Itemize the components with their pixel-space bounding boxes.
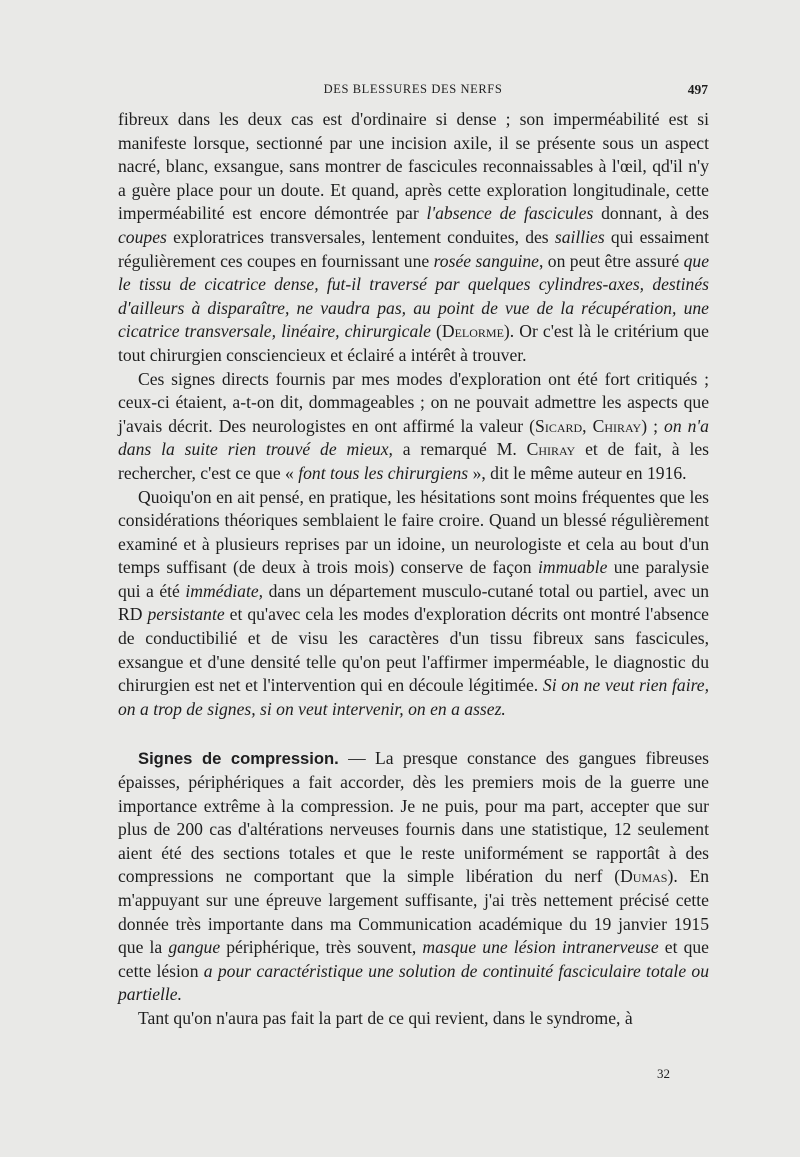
author-name: Delorme [441,321,504,342]
author-name: Dumas [620,866,668,887]
page-number: 497 [687,82,708,97]
section-heading: Signes de compression. [138,749,339,769]
author-name: Sicard, Chiray [535,415,642,436]
author-name: Chiray [526,439,576,460]
paragraph-3: Quoiqu'on en ait pensé, en pratique, les hésitations sont moins fréquentes que les considérations théoriques semblaient le faire croire. Quand un blessé régulièrement examiné et à plusieurs reprises par un idoine, un neurologiste et cela au bout d'un temps suffisant (de deux à trois mois) conserve de façon immuable une paralysie qui a été immédiate, dans un département musculo-cutané total ou partiel, avec un RD persistante et qu'avec cela les modes d'exploration décrits ont montré l'absence de conductibilié et de visu les caractères d'un tissu fibreux sans fascicules, exsangue et d'une densité telle qu'on peut l'affirmer imperméable, le diagnostic du chirurgien est net et l'intervention qui en découle légitimée. Si on ne veut rien faire, on a trop de signes, si on veut intervenir, on en a assez. [118,486,710,719]
running-title: DES BLESSURES DES NERFS [323,82,503,96]
paragraph-5: Tant qu'on n'aura pas fait la part de ce qui revient, dans le syndrome, à [138,1007,633,1028]
body-text [118,108,709,1031]
paragraph-4: Signes de compression. — La presque constance des gangues fibreuses épaisses, périphériques a fait accorder, dès les premiers mois de la guerre une importance extrême à la compression. Je ne puis, pour ma part, accepter que sur plus de 200 cas d'altérations nerveuses fournis dans une statistique, 12 seulement aient été des sections totales et que le reste uniformément se rapportât à des compressions ne comportant que la simple libération du nerf (Dumas). En m'appuyant sur une épreuve largement suffisante, j'ai très nettement précisé cette donnée très importante dans ma Communication académique du 19 janvier 1915 que la gangue périphérique, très souvent, masque une lésion intranerveuse et que cette lésion a pour caractéristique une solution de continuité fasciculaire totale ou partielle. [118,748,709,1005]
printer-signature: 32 [657,1066,670,1081]
paragraph-1: fibreux dans les deux cas est d'ordinaire si dense ; son imperméabilité est si manifeste lorsque, sectionné par une incision axile, il se présente sous un aspect nacré, blanc, exsangue, sans montrer de fascicules reconnaissables à l'œil, qd'il n'y a guère place pour un doute. Et quand, après cette exploration longitudinale, cette imperméabilité est encore démontrée par l'absence de fascicules donnant, à des coupes exploratrices transversales, lentement conduites, des saillies qui essaiment régulièrement ces coupes en fournissant une rosée sanguine, on peut être assuré que le tissu de cicatrice dense, fut-il traversé par quelques cylindres-axes, destinés d'ailleurs à disparaître, ne vaudra pas, au point de vue de la récupération, une cicatrice transversale, linéaire, chirurgicale (Delorme). Or c'est là le critérium que tout chirurgien consciencieux et éclairé a intérêt à trouver. [118,109,710,365]
paragraph-2: Ces signes directs fournis par mes modes d'exploration ont été fort critiqués ; ceux-ci étaient, a-t-on dit, dommageables ; on ne pouvait admettre les aspects que j'avais décrit. Des neurologistes en ont affirmé la valeur (Sicard, Chiray) ; on n'a dans la suite rien trouvé de mieux, a remarqué M. Chiray et de fait, à les rechercher, c'est ce que « font tous les chirurgiens », dit le même auteur en 1916. [118,368,709,483]
